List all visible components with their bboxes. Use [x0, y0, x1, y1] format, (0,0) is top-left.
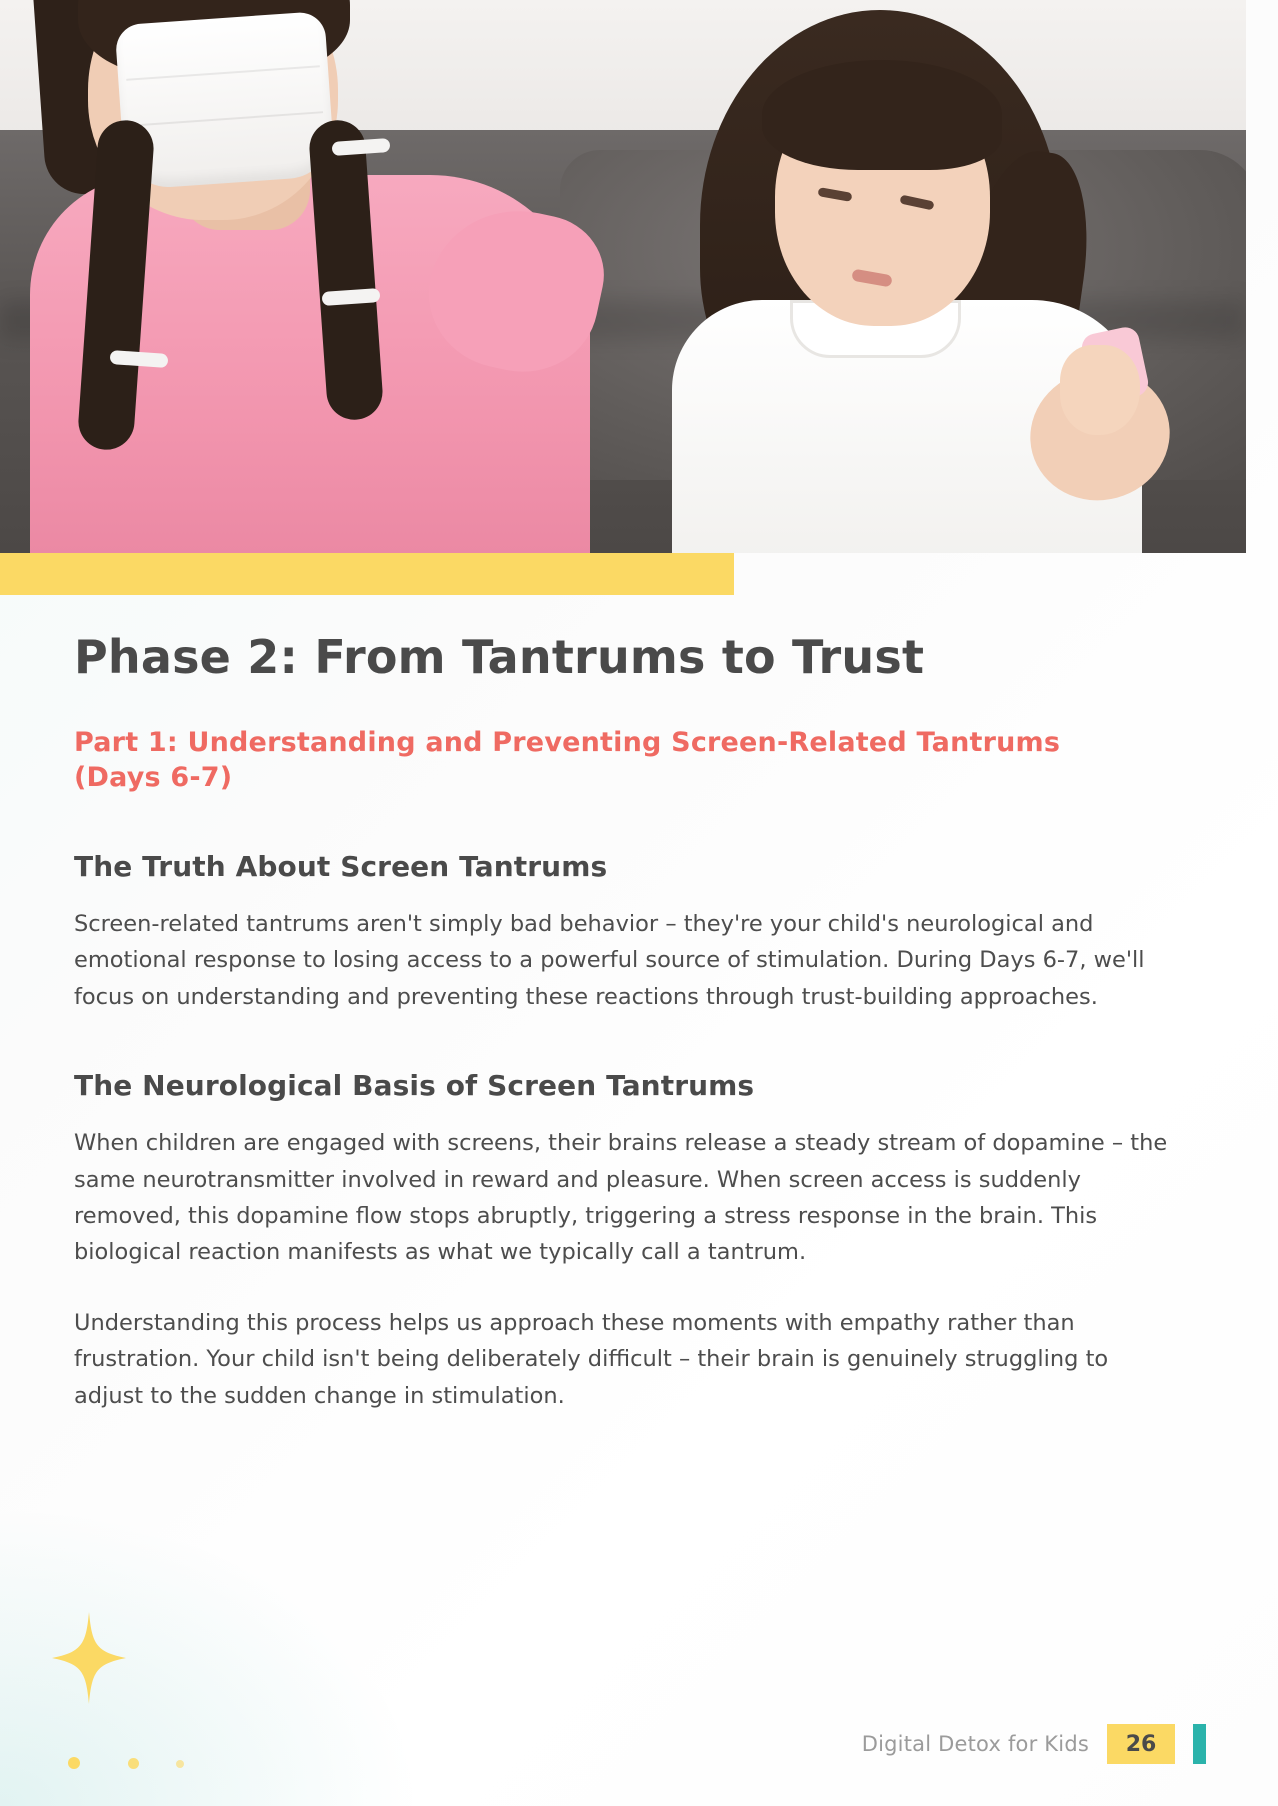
page-subtitle: Part 1: Understanding and Preventing Screen-Related Tantrums (Days 6-7) — [74, 726, 1061, 794]
sparkle-icon — [52, 1612, 126, 1704]
footer-book-title: Digital Detox for Kids — [861, 1732, 1089, 1756]
hero-photo — [0, 0, 1246, 553]
page-footer — [862, 1724, 1206, 1764]
photo-right-child-hand — [1060, 345, 1140, 435]
page-title: Phase 2: From Tantrums to Trust — [74, 630, 925, 684]
page-content — [74, 632, 1194, 1414]
section-1-paragraph-1: Screen-related tantrums aren't simply bad behavior – they're your child's neurological and emotional response to losing access to a powerful source of stimulation. During Days 6-7, we'll focus on understanding and preventing these reactions through trust-building approaches. — [74, 910, 1145, 1010]
photo-right-child-bangs — [762, 60, 1002, 170]
yellow-accent-bar — [0, 553, 734, 595]
decorative-dot-1 — [68, 1757, 80, 1769]
decorative-dot-3 — [176, 1760, 184, 1768]
section-2-paragraph-2: Understanding this process helps us approach these moments with empathy rather than frustration. Your child isn't being deliberately difficult – their brain is genuinely struggling to adjust to the sudden change in stimulation. — [74, 1309, 1109, 1409]
section-heading-1: The Truth About Screen Tantrums — [74, 849, 608, 883]
footer-teal-tab — [1193, 1724, 1206, 1764]
section-2-paragraph-1: When children are engaged with screens, their brains release a steady stream of dopamine – the same neurotransmitter involved in reward and pleasure. When screen access is suddenly removed, this dopamine flow stops abruptly, triggering a stress response in the brain. This biological reaction manifests as what we typically call a tantrum. — [74, 1130, 1168, 1266]
page-number: 26 — [1107, 1724, 1175, 1764]
decorative-dot-2 — [128, 1758, 139, 1769]
section-heading-2: The Neurological Basis of Screen Tantrums — [74, 1069, 755, 1103]
